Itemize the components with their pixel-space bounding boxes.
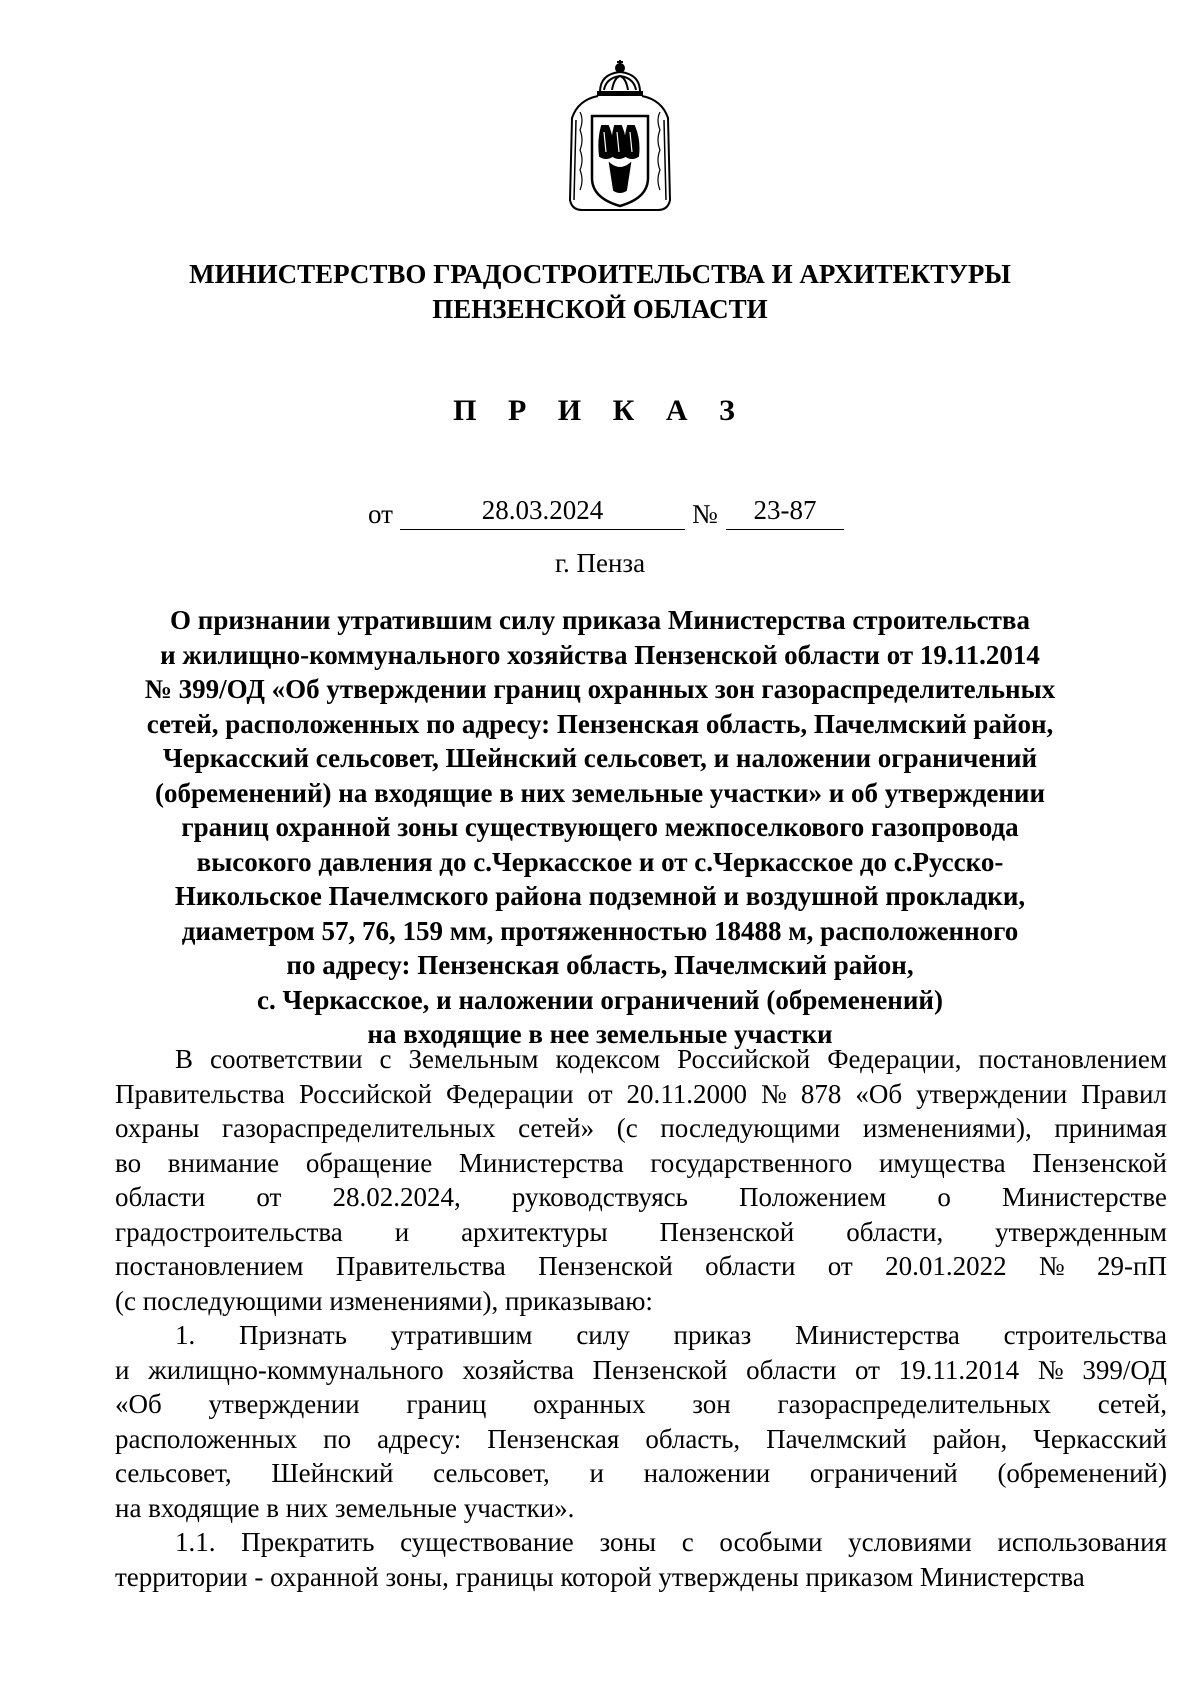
word: Пензенской	[659, 1216, 795, 1247]
preamble-line	[115, 1077, 1167, 1111]
word: с	[681, 1527, 694, 1557]
word: Правил	[1081, 1078, 1167, 1109]
word: Черкасский	[1033, 1423, 1167, 1454]
subject-line: О признании утратившим силу приказа Министерства строительства	[170, 605, 1030, 635]
subject-line: Черкасский сельсовет, Шейнский сельсовет, и наложении ограничений	[162, 743, 1038, 773]
preamble-line	[115, 1146, 1167, 1180]
word: Федерации	[446, 1078, 574, 1109]
word: адресу:	[377, 1423, 462, 1454]
coat-of-arms-emblem-icon	[560, 60, 680, 225]
word: Пензенской	[592, 1354, 728, 1385]
word: имущества	[878, 1147, 1006, 1178]
document-type-title: П Р И К А З	[453, 394, 747, 427]
word: №	[1037, 1354, 1064, 1385]
word: градостроительства	[115, 1216, 343, 1247]
subject-line: (обременений) на входящие в них земельные участки» и об утверждении	[154, 777, 1046, 808]
word: (с	[616, 1113, 638, 1143]
word: Министерстве	[1002, 1182, 1167, 1212]
subject-line: на входящие в нее земельные участки	[367, 1019, 833, 1049]
word: области	[746, 1354, 837, 1385]
word: Положением	[739, 1182, 887, 1212]
word: изменениями),	[862, 1113, 1032, 1143]
word: 1.1.	[175, 1527, 216, 1557]
word: 878	[800, 1078, 842, 1109]
word: 399/ОД	[1082, 1354, 1167, 1385]
city: г. Пенза	[554, 548, 646, 578]
word: использования	[997, 1527, 1167, 1557]
subject-line: сетей, расположенных по адресу: Пензенская область, Пачелмский район,	[146, 708, 1054, 739]
word: и	[589, 1458, 604, 1488]
word: охраны	[115, 1113, 200, 1143]
preamble-line: (с последующими изменениями), приказываю:	[115, 1285, 653, 1316]
word: Федерации,	[827, 1044, 962, 1074]
word: Пензенской	[1032, 1147, 1167, 1178]
word: хозяйства	[462, 1354, 574, 1385]
subject-line: по адресу: Пензенская область, Пачелмский район,	[286, 950, 914, 980]
word: 29-пП	[1097, 1251, 1167, 1281]
subject-line: с. Черкасское, и наложении ограничений (обременений)	[257, 984, 943, 1015]
word: «Об	[115, 1389, 162, 1419]
word: газораспределительных	[777, 1389, 1051, 1419]
ministry-name-line-1: МИНИСТЕРСТВО ГРАДОСТРОИТЕЛЬСТВА И АРХИТЕКТУРЫ	[189, 259, 1011, 289]
word: соответствии	[209, 1044, 363, 1074]
word: во	[115, 1147, 142, 1178]
item1-line	[115, 1422, 1167, 1456]
word: внимание	[167, 1147, 280, 1178]
word: Пензенской	[538, 1251, 673, 1281]
word: области	[115, 1182, 206, 1212]
word: утратившим	[390, 1320, 533, 1350]
order-date: 28.03.2024	[400, 495, 685, 530]
word: Земельным	[408, 1044, 539, 1074]
word: существование	[400, 1527, 574, 1557]
word: принимая	[1054, 1113, 1167, 1143]
word: Российской	[298, 1078, 432, 1109]
word: сельсовет,	[115, 1458, 232, 1488]
word: архитектуры	[461, 1216, 608, 1247]
preamble-line	[115, 1215, 1167, 1249]
word: Шейнский	[271, 1458, 394, 1488]
word: 28.02.2024,	[332, 1182, 461, 1212]
word: области	[705, 1251, 796, 1281]
word: последующими	[660, 1113, 841, 1143]
word: Пачелмский	[766, 1423, 907, 1454]
word: области,	[846, 1216, 944, 1247]
word: зоны	[599, 1527, 657, 1557]
preamble-line	[115, 1111, 1167, 1145]
word: постановлением	[115, 1251, 304, 1281]
word: сетей»	[518, 1113, 595, 1143]
word: №	[761, 1078, 787, 1109]
word: 1.	[175, 1320, 196, 1350]
word: по	[323, 1423, 352, 1454]
word: от	[855, 1354, 880, 1385]
word: В	[175, 1044, 194, 1074]
number-label: №	[692, 499, 718, 529]
word: наложении	[643, 1458, 771, 1488]
word: Министерства	[795, 1320, 960, 1350]
word: утверждении	[916, 1078, 1068, 1109]
word: «Об	[855, 1078, 903, 1109]
word: Прекратить	[241, 1527, 375, 1557]
word: кодексом	[555, 1044, 661, 1074]
order-subject-title	[110, 603, 1090, 1052]
word: №	[1038, 1251, 1065, 1281]
word: от	[256, 1182, 282, 1212]
item1_1-line: территории - охранной зоны, границы которой утверждены приказом Министерства	[115, 1561, 1085, 1592]
word: 20.01.2022	[885, 1251, 1007, 1281]
item1_1-line	[115, 1525, 1167, 1559]
word: постановлением	[978, 1044, 1167, 1074]
subject-line: и жилищно-коммунального хозяйства Пензенской области от 19.11.2014	[160, 639, 1040, 670]
word: Правительства	[335, 1251, 506, 1281]
word: ограничений	[809, 1458, 958, 1488]
word: 20.11.2000	[626, 1078, 748, 1109]
subject-line: границ охранной зоны существующего межпоселкового газопровода	[181, 812, 1019, 842]
word: Российской	[677, 1044, 811, 1074]
date-label: от	[368, 499, 393, 529]
word: зон	[692, 1389, 731, 1419]
word: Министерства	[458, 1147, 624, 1178]
preamble-line	[115, 1249, 1167, 1283]
word: особыми	[719, 1527, 823, 1557]
item1-line	[115, 1387, 1167, 1421]
subject-line: высокого давления до с.Черкасское и от с.Черкасское до с.Русско-	[196, 846, 1004, 877]
subject-line: № 399/ОД «Об утверждении границ охранных зон газораспределительных	[144, 674, 1056, 704]
ministry-name-line-2: ПЕНЗЕНСКОЙ ОБЛАСТИ	[432, 294, 768, 324]
word: руководствуясь	[511, 1182, 688, 1212]
item1-line	[115, 1353, 1167, 1387]
item1-line	[115, 1318, 1167, 1352]
word: сельсовет,	[433, 1458, 550, 1488]
word: Признать	[239, 1320, 347, 1350]
word: расположенных	[115, 1423, 298, 1454]
word: и	[115, 1354, 130, 1385]
word: Пензенская	[487, 1423, 620, 1454]
word: утвержденным	[995, 1216, 1167, 1247]
word: газораспределительных	[222, 1113, 496, 1143]
word: обращение	[305, 1147, 433, 1178]
subject-line: Никольское Пачелмского района подземной и воздушной прокладки,	[174, 881, 1026, 911]
word: силу	[576, 1320, 630, 1350]
word: государственного	[650, 1147, 853, 1178]
item1-line: на входящие в них земельные участки».	[115, 1492, 575, 1523]
word: 19.11.2014	[898, 1354, 1020, 1385]
preamble-line	[115, 1042, 1167, 1076]
word: Правительства	[115, 1078, 285, 1109]
order-number: 23-87	[726, 495, 844, 530]
word: условиями	[848, 1527, 972, 1557]
word: от	[587, 1078, 613, 1109]
word: район,	[932, 1423, 1008, 1454]
word: строительства	[1003, 1320, 1167, 1350]
word: жилищно-коммунального	[148, 1354, 444, 1385]
word: сетей,	[1097, 1389, 1167, 1419]
item1-line	[115, 1456, 1167, 1490]
word: утверждении	[208, 1389, 360, 1419]
word: от	[827, 1251, 853, 1281]
word: о	[937, 1182, 951, 1212]
word: границ	[406, 1389, 487, 1419]
word: охранных	[533, 1389, 646, 1419]
preamble-line	[115, 1180, 1167, 1214]
word: (обременений)	[997, 1458, 1167, 1488]
subject-line: диаметром 57, 76, 159 мм, протяженностью 18488 м, расположенного	[181, 915, 1019, 946]
word: с	[379, 1044, 392, 1074]
word: приказ	[673, 1320, 752, 1350]
word: и	[394, 1216, 410, 1247]
word: область,	[645, 1423, 741, 1454]
order-date-number-row	[0, 495, 1200, 535]
